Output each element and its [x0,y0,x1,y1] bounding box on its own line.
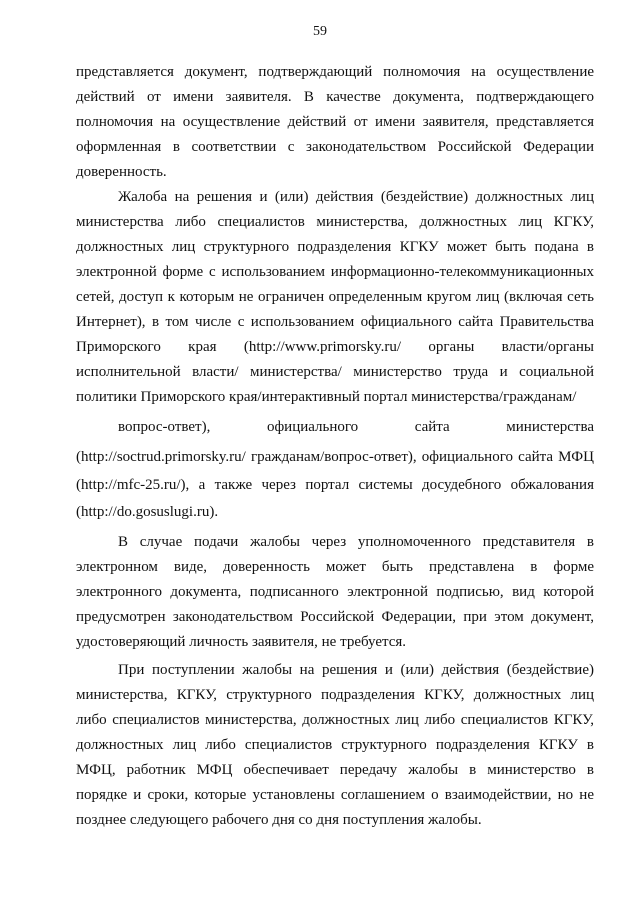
text-line: либо специалистов министерства, должностных лиц либо специалистов КГКУ, [76,712,594,728]
text-line: (http://do.gosuslugi.ru). [76,504,219,520]
text-line: позднее следующего рабочего дня со дня поступления жалобы. [76,812,482,828]
text-line: действий от имени заявителя. В качестве документа, подтверждающего [76,89,594,105]
text-line: порядке и сроки, которые установлены соглашением о взаимодействии, но не [76,787,594,803]
text-line: сетей, доступ к которым не ограничен определенным кругом лиц (включая сеть [76,289,594,305]
text-line: политики Приморского края/интерактивный портал министерства/гражданам/ [76,389,577,405]
text-line: вопрос-ответ), официального сайта министерства [118,419,594,435]
text-line: министерства либо специалистов министерства, должностных лиц КГКУ, [76,214,594,230]
text-line: МФЦ, работник МФЦ обеспечивает передачу жалобы в министерство в [76,762,594,778]
page-number: 59 [313,24,327,39]
text-line: При поступлении жалобы на решения и (или) действия (бездействие) [118,662,594,678]
text-line: доверенность. [76,164,167,180]
text-line: должностных лиц структурного подразделения КГКУ может быть подана в [76,239,594,255]
text-line: оформленная в соответствии с законодательством Российской Федерации [76,139,594,155]
text-line: полномочия на осуществление действий от имени заявителя, представляется [76,114,594,130]
text-line: В случае подачи жалобы через уполномоченного представителя в [118,534,594,550]
text-line: представляется документ, подтверждающий полномочия на осуществление [76,64,594,80]
text-line: предусмотрен законодательством Российской Федерации, при этом документ, [76,609,594,625]
text-line: Интернет), в том числе с использованием официального сайта Правительства [76,314,594,330]
text-line: электронной форме с использованием информационно-телекоммуникационных [76,264,594,280]
text-line: электронного документа, подписанного электронной подписью, вид которой [76,584,594,600]
text-line: (http://soctrud.primorsky.ru/ гражданам/вопрос-ответ), официального сайта МФЦ [76,449,594,465]
text-line: (http://mfc-25.ru/), а также через портал системы досудебного обжалования [76,477,594,493]
text-line: исполнительной власти/ министерства/ министерство труда и социальной [76,364,594,380]
text-line: Приморского края (http://www.primorsky.ru/ органы власти/органы [76,339,594,355]
text-line: министерства, КГКУ, структурного подразделения КГКУ, должностных лиц [76,687,594,703]
text-line: должностных лиц либо специалистов структурного подразделения КГКУ в [76,737,594,753]
text-line: Жалоба на решения и (или) действия (бездействие) должностных лиц [118,189,594,205]
text-line: удостоверяющий личность заявителя, не требуется. [76,634,407,650]
text-line: электронном виде, доверенность может быть представлена в форме [76,559,594,575]
